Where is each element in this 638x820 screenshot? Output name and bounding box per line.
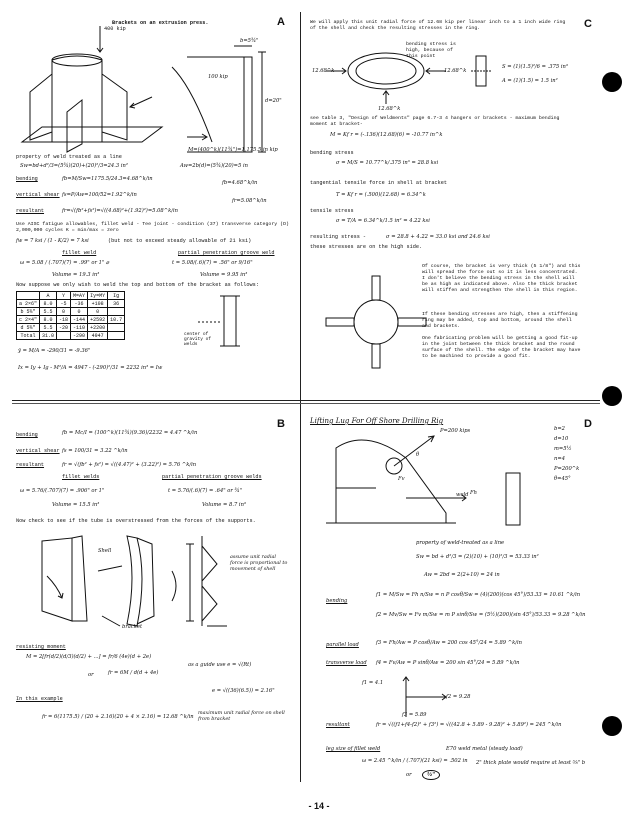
radial-force-assumption: assume unit radial force is proportional to movement of shell (230, 554, 288, 572)
fillet-weld-eq: ω = 5.08 / (.707)(7) = .99" or 1" ⌀ (20, 260, 110, 266)
ring-bending-note: bending stress is high, because of this point (406, 42, 456, 59)
weld-area-eq: Aw = 2bd = 2(2+10) = 24 in (424, 572, 500, 578)
shell-label: Shell (98, 548, 112, 554)
table-cell: 31.0 (40, 332, 57, 340)
or-text: or (88, 672, 94, 678)
partial-weld-heading: partial penetration groove welds (162, 474, 262, 480)
resultant-eq: fr=√(fb²+fs²)=√((4.68)²+(1.92)²)=5.08^k/in (62, 208, 178, 214)
table-cell (108, 308, 125, 316)
param-b: b=2 (554, 426, 565, 432)
table-row (17, 308, 125, 316)
quadrant-c (306, 12, 600, 392)
quadrant-letter-b: B (277, 418, 285, 430)
ring-intro-text: We will apply this unit radial force of 12.68 kip per linear inch to a 1 inch wide ring of the shell and check the resulting stresses in the ring. (310, 20, 566, 31)
table-row (17, 324, 125, 332)
quadrant-letter-a: A (277, 16, 285, 28)
bending-label: bending (16, 176, 38, 182)
leg-size-answer: ½" (422, 770, 440, 780)
weld-label: weld (456, 492, 469, 498)
binder-hole-1 (602, 72, 622, 92)
weld-properties-table (16, 291, 125, 340)
table-cell: -36 (71, 300, 88, 308)
partial-weld-heading: partial penetration groove weld (178, 250, 275, 256)
section-modulus-eq: Sw=bd+d²/3=(5¾)(20)+(20)²/3=24.3 in² (20, 163, 128, 169)
param-n: n=4 (554, 456, 565, 462)
table-cell: c 2×4" (17, 316, 40, 324)
tensile-stress-eq: σ = T/A = 6.34^k/1.5 in² = 4.22 ksi (336, 218, 430, 224)
quadrant-d-title: Lifting Lug For Off Shore Drilling Rig (310, 417, 444, 425)
table-cell: -290 (71, 332, 88, 340)
fabricating-text: One fabricating problem will be getting a good fit-up in the joint between the thick bracket and the round surface of the shell. The edge of the bracket may have to be machined to provide a good fit. (422, 336, 581, 359)
param-theta: θ=45° (554, 476, 571, 482)
resultant-side-fb: fb=4.68^k/in (222, 180, 258, 186)
e-equation: e = √((36)(6.5)) = 2.16" (212, 688, 275, 694)
leg-size-label: leg size of fillet weld (326, 746, 381, 752)
table-cell: 0 (88, 308, 108, 316)
resultant-label: resultant (326, 722, 350, 728)
example-heading: In this example (16, 696, 63, 702)
table-cell: d 5¾" (17, 324, 40, 332)
table-cell: +2592 (88, 316, 108, 324)
angle-label: θ (416, 452, 420, 458)
table-reference: see table 3, "Design of Weldments" page 6.7-3 4 hangers or brackets - maximum bending moment at bracket- (310, 116, 560, 127)
weld-area-eq: Aw=2b(d)=(5¾)(20)=5 in (180, 163, 248, 169)
fv-label: Fv (398, 476, 405, 482)
partial-volume: Volume = 9.95 in³ (200, 272, 248, 278)
fh-label: Fh (470, 490, 477, 496)
partial-weld-eq: t = 5.76/(.6)(7) = .64" or ¾" (168, 488, 242, 494)
table-cell: +108 (88, 300, 108, 308)
fatigue-note: (but not to exceed steady allowable of 21 ksi) (108, 238, 252, 244)
table-cell: +2200 (88, 324, 108, 332)
tangential-force-eq: T = Kf r = (.500)(12.68) = 6.34^k (336, 192, 426, 198)
table-cell: Total (17, 332, 40, 340)
quadrant-b (12, 416, 295, 786)
table-header-cell: Ig (108, 292, 125, 300)
vertical-shear-eq: fs = 100/31 = 3.22 ^k/in (62, 448, 128, 454)
example-equation: fr = 6(1175.5) / (20 + 2.16)(20 + 4 × 2.16) = 12.68 ^k/in (42, 714, 194, 720)
quadrant-letter-d: D (584, 418, 592, 430)
table-header-cell (17, 292, 40, 300)
bending-label: bending (326, 598, 348, 604)
stiffening-ring-text: If these bending stresses are high, then a stiffening ring may be added, top and bottom, around the shell and brackets. (422, 312, 578, 329)
table-cell: 36 (108, 300, 125, 308)
parallel-load-label: parallel load (326, 642, 359, 648)
table-cell: 10.7 (108, 316, 125, 324)
fillet-weld-heading: fillet welds (62, 474, 100, 480)
table-cell: -110 (71, 324, 88, 332)
table-cell: 0 (71, 308, 88, 316)
weld-property-label: property of weld-treated as a line (416, 540, 505, 546)
page-number: - 14 - (308, 801, 330, 811)
fillet-volume: Volume = 15.5 in³ (52, 502, 100, 508)
resisting-moment-heading: resisting moment (16, 644, 66, 650)
leg-size-eq: ω = 2.45 ^k/in / (.707)(21 ksi) = .502 in (362, 758, 468, 764)
table-cell (57, 332, 71, 340)
moment-equation: M=(400^k)(11¾")=1,175.5 in kip (188, 147, 278, 153)
vertical-shear-label: vertical shear (16, 192, 60, 198)
ring-section-modulus: S = (1)(1.5)²/6 = .375 in³ (502, 64, 568, 70)
table-cell: 0 (57, 308, 71, 316)
bending-eq-1: f1 = M/Sw = Fh n/Sw = n P cosθ/Sw = (4)(200)(cos 45°)/53.33 = 10.61 ^k/in (376, 592, 581, 598)
resisting-moment-eq: M = 2[fr(d/2)(d/3)(d/2) + ...] = fr/6 (4e)(d + 2e) (26, 654, 152, 660)
table-cell (108, 324, 125, 332)
high-side-note: these stresses are on the high side. (310, 244, 423, 250)
force-right-label: 12.68^k (444, 68, 467, 74)
table-cell: -20 (57, 324, 71, 332)
force-vector-diagram (386, 672, 486, 722)
force-left-label: 12.68^k (312, 68, 335, 74)
resultant-eq: fr = √((f1+f4-f2)² + f3²) = √((42.8 + 5.89 - 9.28)² + 5.89²) = 245 ^k/in (376, 722, 562, 728)
quadrant-letter-c: C (584, 18, 592, 30)
arm-load-label: 100 kip (208, 74, 228, 80)
binder-hole-2 (602, 386, 622, 406)
suppose-text: Now suppose we only wish to weld the top and bottom of the bracket as follows: (16, 282, 259, 288)
guide-text: as a guide use e = √(Rt) (188, 662, 252, 668)
vertical-shear-eq: fs=P/Aw=100/52=1.92^k/in (62, 192, 137, 198)
aisc-fatigue-text: Use AISC fatigue allowables, fillet weld - Tee joint - condition (37) transverse category (D) 2,000,000 cycles K = min/max = zero (16, 222, 289, 233)
ring-area: A = (1)(1.5) = 1.5 in² (502, 78, 558, 84)
lug-load-label: P=200 kips (440, 428, 471, 434)
quadrant-a-title: Brackets on an extrusion press. (112, 20, 209, 26)
extrusion-press-bracket-drawing (12, 12, 295, 162)
table-header-cell: A (40, 292, 57, 300)
bending-eq-2: f2 = Mv/Sw = Fv m/Sw = m P sinθ/Sw = (5½)(200)(sin 45°)/53.33 = 9.28 ^k/in (376, 612, 586, 618)
fillet-weld-heading: fillet weld (62, 250, 97, 256)
thick-plate-note: 2" thick plate would require at least ⅜" b (476, 760, 586, 766)
partial-volume: Volume = 8.7 in³ (202, 502, 247, 508)
dimension-d: d=20" (265, 98, 282, 104)
table-header-cell: Iy=MY (88, 292, 108, 300)
resultant-eq: fr = √(fb² + fs²) = √((4.47)² + (3.22)²) = 5.76 ^k/in (62, 462, 197, 468)
quadrant-a (12, 12, 295, 392)
max-force-note: maximum unit radial force on shell from bracket (198, 710, 285, 722)
param-p: P=200^k (554, 466, 580, 472)
bending-label: bending (16, 432, 38, 438)
tensile-stress-label: tensile stress (310, 208, 354, 214)
moment-of-inertia-equation: Ix = Iy + Ig - M²/A = 4947 - (-290)²/31 = 2232 in³ = Iw (18, 365, 163, 371)
weld-property-label: property of weld treated as a line (16, 154, 122, 160)
bending-stress-label: bending stress (310, 150, 354, 156)
check-text: Now check to see if the tube is overstressed from the forces of the supports. (16, 518, 256, 524)
fillet-weld-eq: ω = 5.76/(.707)(7) = .906" or 1" (20, 488, 105, 494)
table-cell: -18 (57, 316, 71, 324)
or-text: or (406, 772, 412, 778)
table-header-cell: Y (57, 292, 71, 300)
table-row (17, 332, 125, 340)
vector-label-f1: f1 = 4.1 (362, 680, 384, 686)
quadrant-divider-horizontal-2 (12, 403, 600, 404)
bracket-plan-drawing (316, 272, 436, 372)
table-cell: a 2×6" (17, 300, 40, 308)
center-of-gravity-note: center of gravity of welds (184, 332, 212, 347)
transverse-load-label: transverse load (326, 660, 367, 666)
fillet-volume: Volume = 19.3 in³ (52, 272, 100, 278)
section-modulus-eq: Sw = bd + d²/3 = (2)(10) + (10)²/3 = 53.33 in² (416, 554, 539, 560)
table-cell: b 5¾" (17, 308, 40, 316)
table-cell: 8.0 (40, 316, 57, 324)
fatigue-eq: fw = 7 ksi / (1 - K/2) = 7 ksi (16, 238, 89, 244)
vector-label-f2: f2 = 9.28 (446, 694, 471, 700)
tangential-force-label: tangential tensile force in shell at bracket (310, 180, 447, 186)
table-header-cell: M=AY (71, 292, 88, 300)
binder-hole-3 (602, 716, 622, 736)
table-row (17, 300, 125, 308)
resultant-label: resultant (16, 462, 45, 468)
param-m: m=5½ (554, 446, 572, 452)
table-header-row (17, 292, 125, 300)
of-course-text: Of course, the bracket is very thick (5 1/8") and this will spread the force out so it is less concentrated. I don't believe the bending stress in the shell will be as high as indicated above. Also the thick bracket will stiffen and strengthen the shell in this region. (422, 264, 581, 293)
bending-stress-eq: σ = M/S = 10.77^k/.375 in³ = 28.8 ksi (336, 160, 439, 166)
weld-metal-label: E70 weld metal (steady load) (446, 746, 523, 752)
param-d: d=10 (554, 436, 569, 442)
ybar-equation: ȳ = M/A = -290/31 = -9.36" (18, 348, 91, 354)
shell-bracket-drawing (12, 526, 295, 636)
table-cell: 5.5 (40, 308, 57, 316)
table-cell: -5 (57, 300, 71, 308)
bracket-label: bracket (122, 624, 143, 630)
table-cell: -144 (71, 316, 88, 324)
table-cell: 5.5 (40, 324, 57, 332)
resultant-label: resultant (16, 208, 45, 214)
force-bottom-label: 12.68^k (378, 106, 401, 112)
ring-moment-eq: M = Kf r = (-.136)(12.68)(6) = -10.77 in^k (330, 132, 443, 138)
resulting-stress-eq: σ = 28.8 + 4.22 = 33.0 ksi and 24.6 ksi (386, 234, 490, 240)
table-cell: 4947 (88, 332, 108, 340)
bending-eq: fb = Mc/I = (100^k)(11¾)(9.36)/2232 = 4.47 ^k/in (62, 430, 198, 436)
resultant-side-fr: fr=5.08^k/in (232, 198, 267, 204)
transverse-load-eq: f4 = Fv/Aw = P sinθ/Aw = 200 sin 45°/24 = 5.89 ^k/in (376, 660, 520, 666)
table-cell: 8.0 (40, 300, 57, 308)
vector-label-f3: f3 = 5.89 (402, 712, 427, 718)
resulting-stress-label: resulting stress - (310, 234, 367, 240)
parallel-load-eq: f3 = Fh/Aw = P cosθ/Aw = 200 cos 45°/24 = 5.89 ^k/in (376, 640, 522, 646)
quadrant-divider-horizontal (12, 400, 600, 401)
table-row (17, 316, 125, 324)
partial-weld-eq: t = 5.08/(.6)(7) = .56" or 9/16" (172, 260, 253, 266)
vertical-shear-label: vertical shear (16, 448, 60, 454)
quadrant-d (306, 416, 600, 786)
bending-eq: fb=M/Sw=1175.5/24.3=4.68^k/in (62, 176, 153, 182)
table-cell (108, 332, 125, 340)
load-label: 400 kip (104, 26, 126, 32)
radial-force-eq: fr = 6M / d(d + 4e) (108, 670, 159, 676)
quadrant-divider-vertical (300, 12, 301, 782)
dimension-b: b=5¾" (240, 38, 259, 44)
